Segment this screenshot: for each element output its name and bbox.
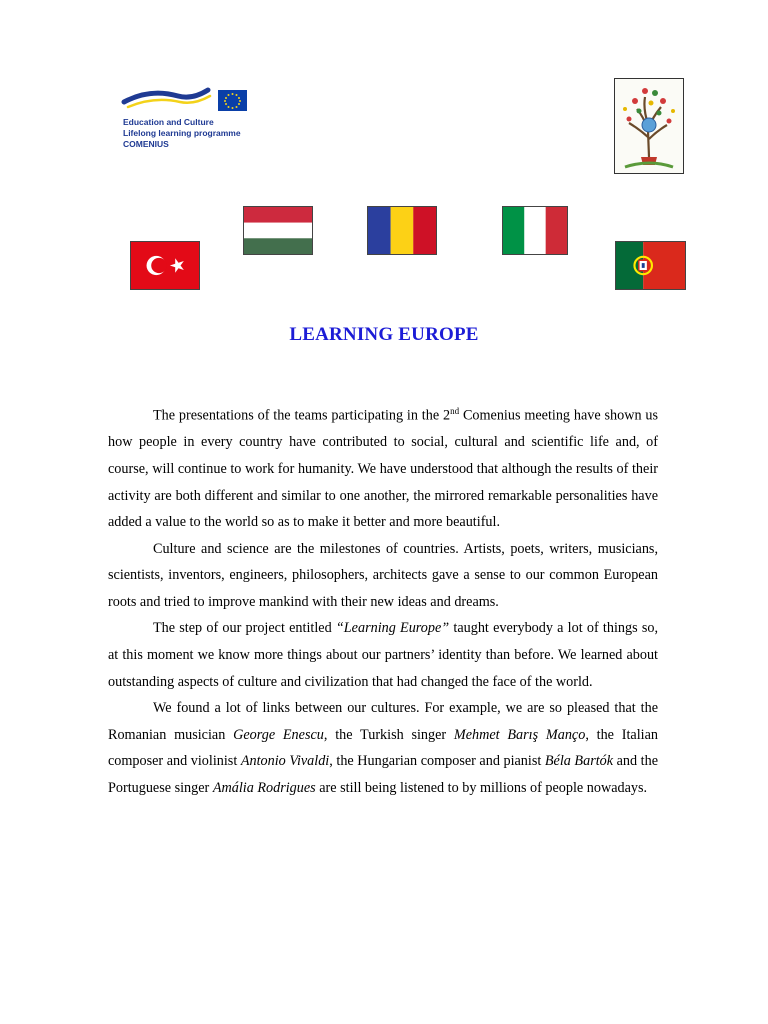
paragraph-3	[108, 615, 658, 695]
paragraph-4	[108, 695, 658, 801]
page-title: LEARNING EUROPE	[289, 324, 479, 345]
tree-drawing-image	[614, 78, 684, 174]
turkey-flag-icon	[131, 242, 199, 289]
text-run: are still being listened to by millions of people nowadays.	[315, 780, 648, 797]
person-name: Antonio Vivaldi	[240, 753, 330, 770]
flag-italy	[502, 206, 568, 255]
superscript: nd	[450, 406, 460, 416]
flag-turkey	[130, 241, 200, 290]
swoosh-eu-flag-icon	[120, 80, 255, 120]
text-run: The step of our project entitled	[153, 620, 336, 637]
italy-flag-icon	[503, 207, 567, 254]
paragraph-1	[108, 398, 658, 536]
logo-line-2: Lifelong learning programme	[123, 128, 241, 138]
text-run: , the Hungarian composer and pianist	[329, 753, 545, 770]
text-run: taught everybody a lot of things so, at this moment we know more things about our partners’ identity than before. We learned about outstanding aspects of culture and civilization that had changed the face of the world.	[108, 620, 658, 690]
person-name: George Enescu	[233, 726, 324, 743]
flag-romania	[367, 206, 437, 255]
romania-flag-icon	[368, 207, 436, 254]
article-body	[108, 398, 658, 802]
text-run: , the Turkish singer	[323, 726, 454, 743]
text-run: and the Portuguese singer	[108, 753, 659, 797]
text-run: We found a lot of links between our cultures. For example, we are so pleased that the Romanian musician	[108, 700, 658, 743]
text-run: Comenius meeting have shown us how people in every country have contributed to social, cultural and scientific life and, of course, will continue to work for humanity. We have understood that although the results of their activity are both different and similar to one another, the mirrored remarkable personalities have added a value to the world so as to make it better and more beautiful.	[108, 407, 659, 531]
flag-hungary	[243, 206, 313, 255]
paragraph-2: Culture and science are the milestones of countries. Artists, poets, writers, musicians, scientists, inventors, engineers, philosophers, architects gave a sense to our common European roots and tried to improve mankind with their new ideas and dreams.	[108, 540, 658, 610]
person-name: Béla Bartók	[544, 753, 614, 770]
comenius-logo	[120, 80, 255, 155]
logo-line-3: COMENIUS	[123, 139, 169, 149]
portugal-flag-icon	[616, 242, 685, 289]
project-name: “Learning Europe”	[335, 620, 450, 637]
hungary-flag-icon	[244, 207, 312, 254]
flag-portugal	[615, 241, 686, 290]
person-name: Mehmet Barış Manço	[453, 726, 586, 743]
text-run: The presentations of the teams participating in the 2	[153, 407, 451, 424]
person-name: Amália Rodrigues	[212, 780, 316, 797]
text-run: , the Italian composer and violinist	[108, 726, 658, 770]
tree-icon	[615, 79, 683, 173]
logo-line-1: Education and Culture	[123, 117, 214, 127]
